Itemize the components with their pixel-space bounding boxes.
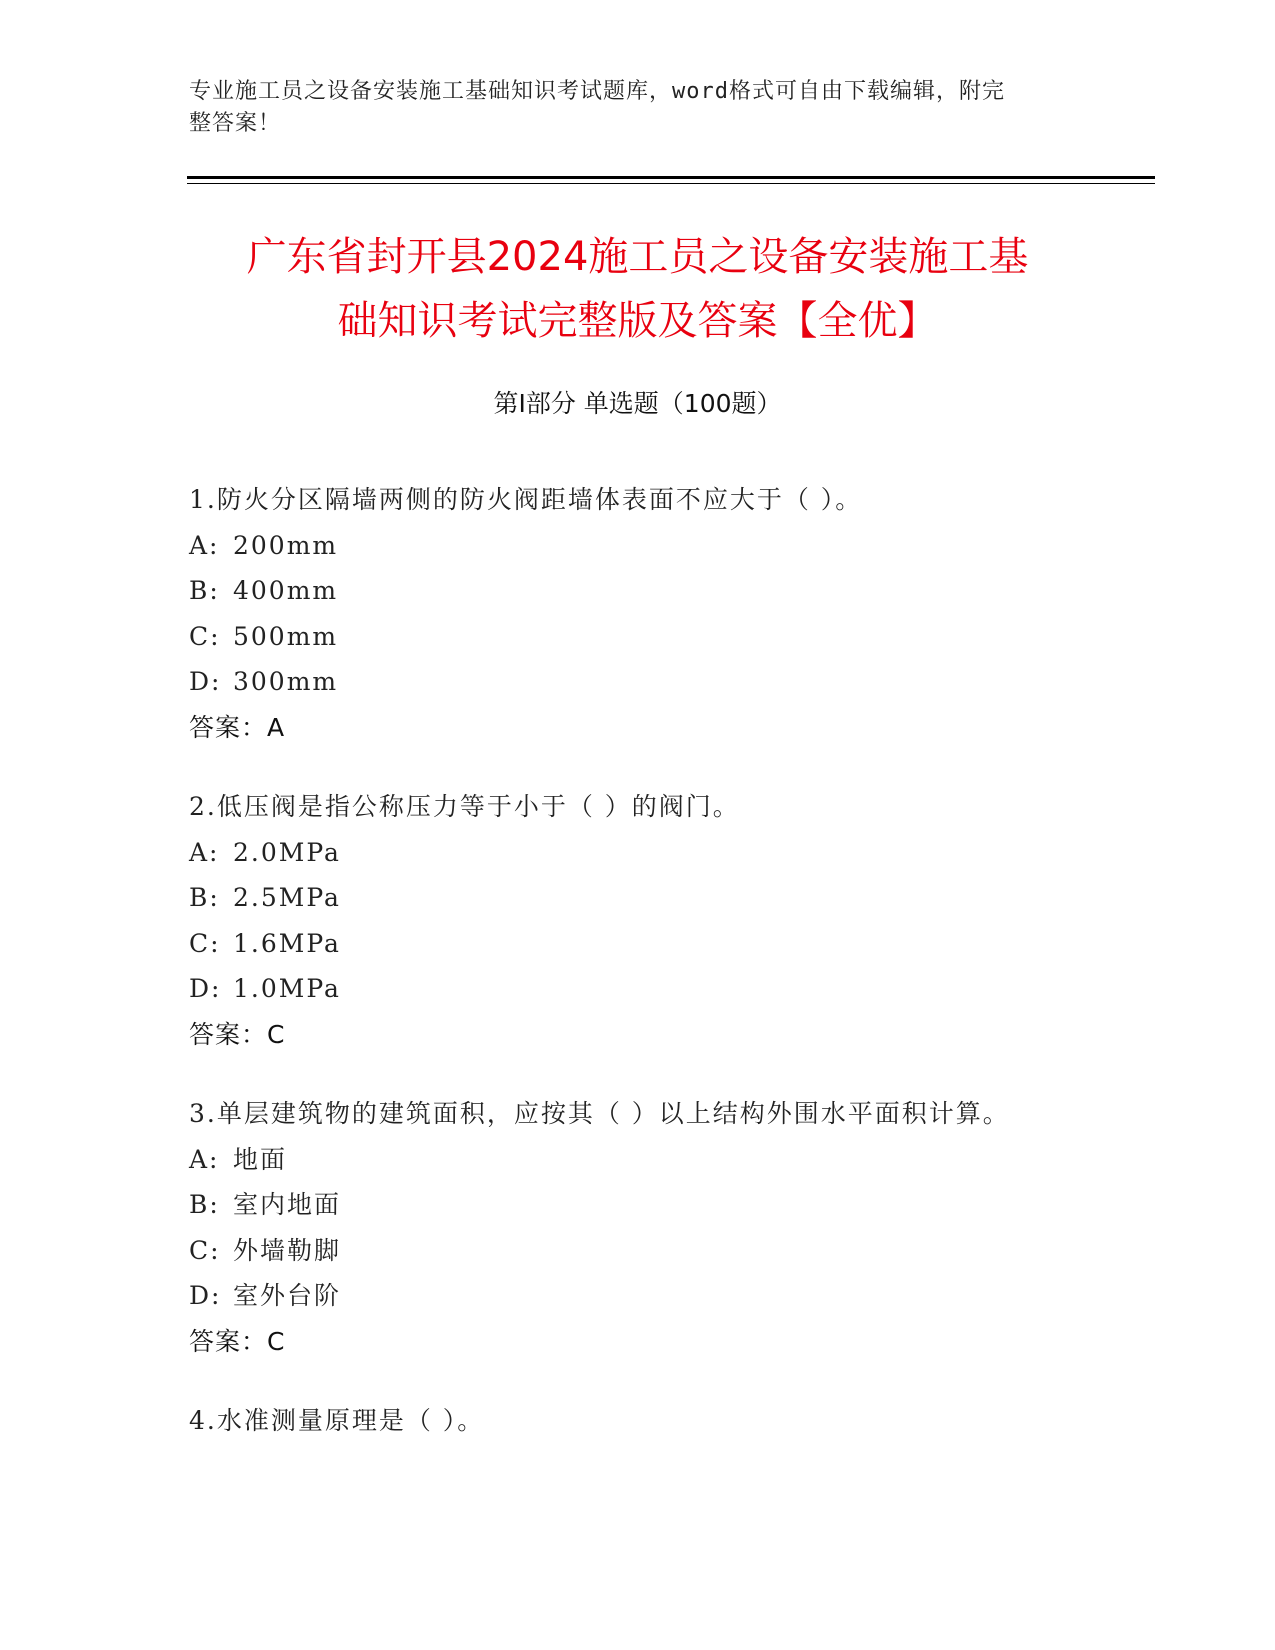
option-d	[189, 1273, 1149, 1319]
document-title	[150, 225, 1125, 353]
question-1	[189, 477, 1149, 750]
document-title-line-1: 广东省封开县2024施工员之设备安装施工基	[246, 234, 1029, 280]
option-b	[189, 1182, 1149, 1228]
option-c	[189, 1228, 1149, 1274]
question-stem: 3.单层建筑物的建筑面积，应按其（ ）以上结构外围水平面积计算。	[189, 1099, 1010, 1128]
question-list	[189, 477, 1149, 1478]
answer-line: 答案：C	[189, 1326, 286, 1356]
option-key: D:	[189, 1281, 222, 1310]
option-key: B:	[189, 883, 220, 912]
option-key: C:	[189, 621, 221, 651]
option-c	[189, 614, 1149, 660]
answer-line: 答案：C	[189, 1019, 286, 1049]
option-text: 2.5MPa	[233, 883, 341, 912]
option-key: A:	[189, 837, 220, 867]
question-stem: 2.低压阀是指公称压力等于小于（ ）的阀门。	[189, 792, 740, 821]
document-title-line-2: 础知识考试完整版及答案【全优】	[337, 298, 938, 344]
option-a	[189, 1137, 1149, 1183]
header-note-line-2: 整答案！	[189, 111, 282, 136]
option-b	[189, 568, 1149, 614]
option-b	[189, 875, 1149, 921]
option-key: D:	[189, 974, 222, 1003]
option-text: 室内地面	[233, 1190, 342, 1219]
question-stem: 4.水准测量原理是（ ）。	[189, 1406, 485, 1435]
option-text: 300mm	[233, 667, 339, 696]
option-key: B:	[189, 576, 220, 605]
option-text: 2.0MPa	[233, 837, 341, 867]
option-key: B:	[189, 1190, 220, 1219]
question-2	[189, 784, 1149, 1057]
option-a	[189, 830, 1149, 876]
question-4	[189, 1398, 1149, 1444]
header-divider-thin	[187, 183, 1155, 184]
option-text: 室外台阶	[233, 1281, 342, 1310]
option-text: 1.6MPa	[233, 928, 341, 958]
option-key: A:	[189, 530, 220, 560]
header-divider-thick	[187, 176, 1155, 179]
question-stem: 1.防火分区隔墙两侧的防火阀距墙体表面不应大于（ ）。	[189, 485, 863, 514]
answer-line: 答案：A	[189, 712, 286, 742]
option-key: D:	[189, 667, 222, 696]
question-3	[189, 1091, 1149, 1364]
option-c	[189, 921, 1149, 967]
section-heading: 第Ⅰ部分 单选题（100题）	[493, 389, 782, 418]
option-text: 200mm	[233, 530, 339, 560]
option-text: 1.0MPa	[233, 974, 341, 1003]
header-note	[189, 76, 1069, 140]
option-key: C:	[189, 928, 221, 958]
option-text: 400mm	[233, 576, 339, 605]
header-note-line-1: 专业施工员之设备安装施工基础知识考试题库，word格式可自由下载编辑，附完	[189, 79, 1005, 104]
option-text: 500mm	[233, 621, 339, 651]
option-text: 外墙勒脚	[233, 1235, 342, 1265]
option-a	[189, 523, 1149, 569]
option-d	[189, 966, 1149, 1012]
option-key: A:	[189, 1144, 220, 1174]
option-d	[189, 659, 1149, 705]
option-text: 地面	[233, 1144, 288, 1174]
option-key: C:	[189, 1235, 221, 1265]
